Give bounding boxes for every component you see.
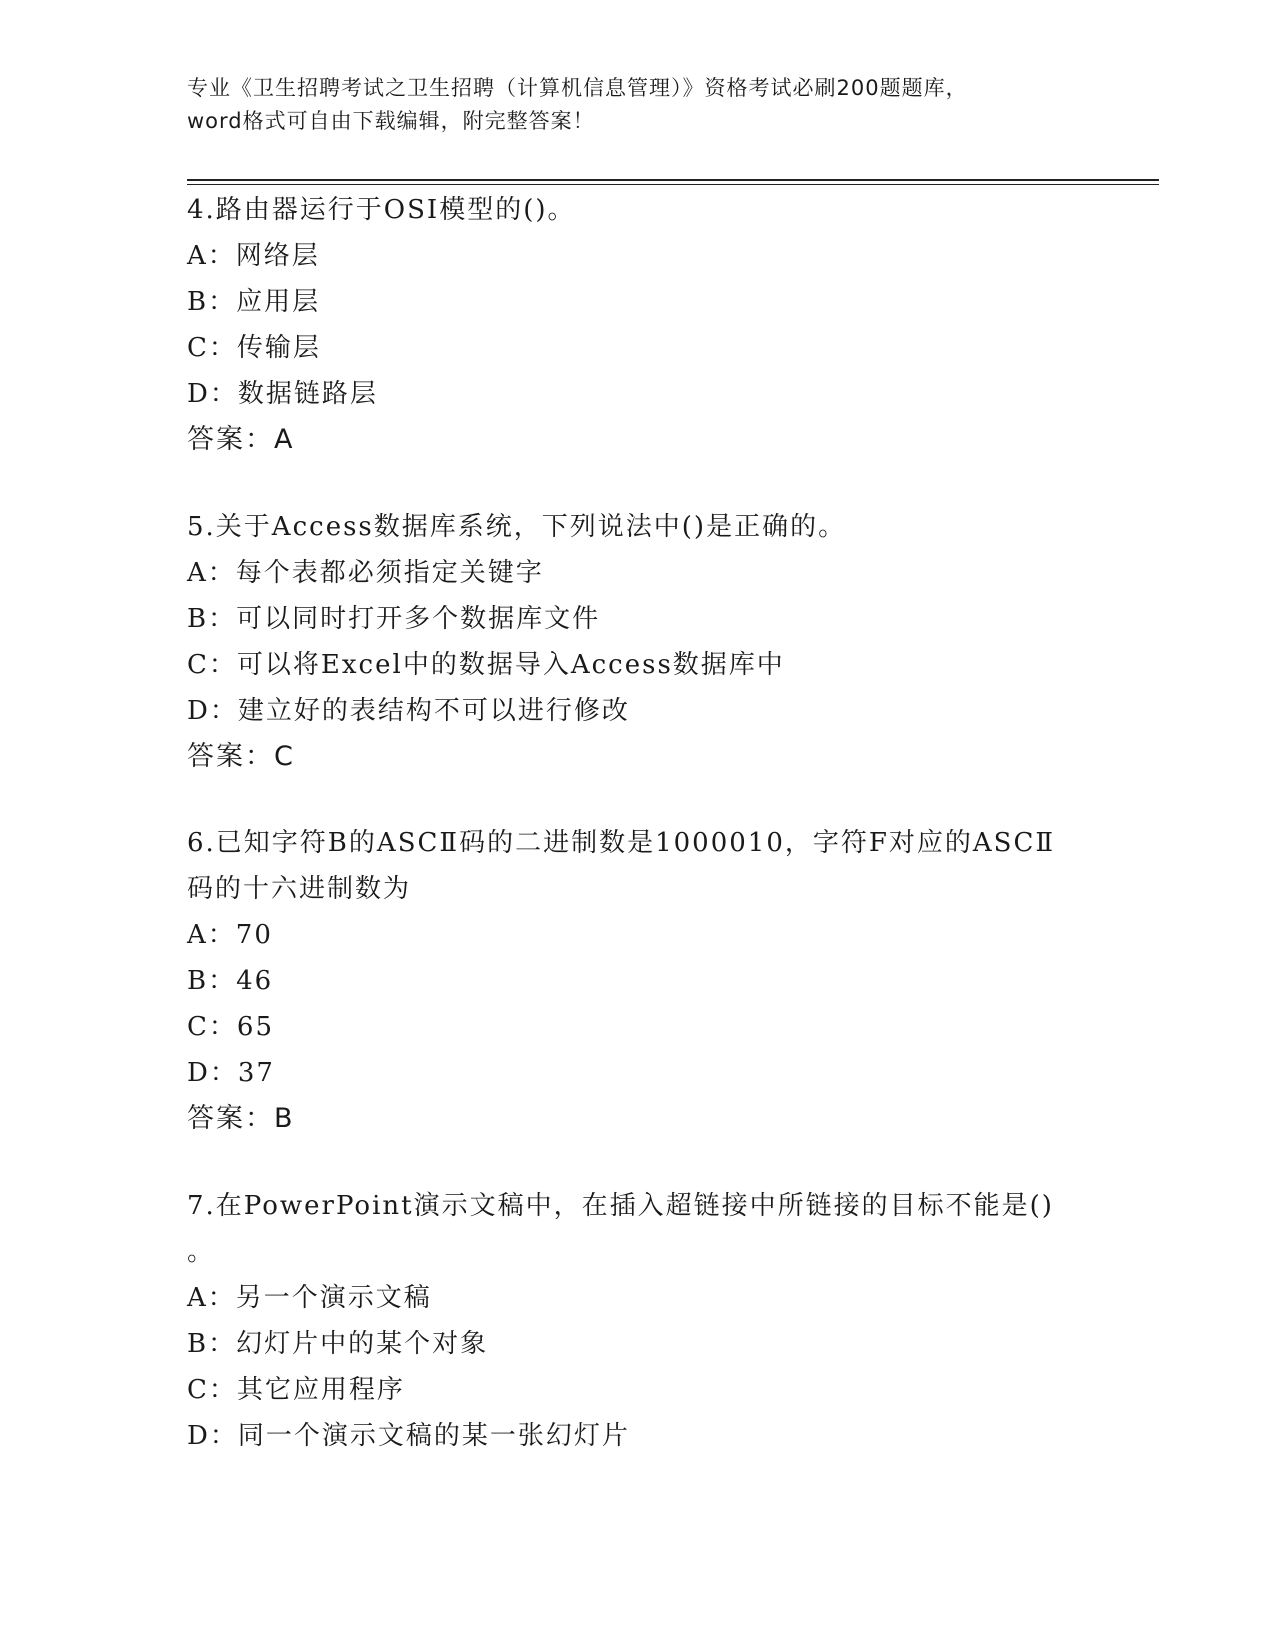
option-text: 传输层 bbox=[236, 333, 321, 363]
question-stem-continued: 码的十六进制数为 bbox=[187, 874, 412, 904]
document-header bbox=[187, 72, 1087, 138]
option-key: D： bbox=[187, 1421, 238, 1451]
option-c bbox=[187, 325, 1087, 371]
option-key: A： bbox=[187, 558, 236, 588]
header-divider-thin bbox=[187, 184, 1159, 185]
question-6 bbox=[187, 820, 1087, 1142]
option-text: 46 bbox=[236, 966, 274, 996]
option-a bbox=[187, 1275, 1087, 1321]
option-c bbox=[187, 642, 1087, 688]
option-text: 37 bbox=[237, 1058, 275, 1088]
option-key: C： bbox=[187, 1012, 237, 1042]
option-text: 建立好的表结构不可以进行修改 bbox=[237, 696, 630, 726]
header-line-2: word格式可自由下载编辑，附完整答案！ bbox=[187, 109, 595, 133]
header-divider bbox=[187, 179, 1159, 181]
option-b bbox=[187, 279, 1087, 325]
option-key: B： bbox=[187, 966, 237, 996]
answer-line: 答案：B bbox=[187, 1103, 295, 1134]
option-key: A： bbox=[187, 920, 236, 950]
option-key: B： bbox=[187, 1329, 237, 1359]
option-key: D： bbox=[187, 379, 238, 409]
question-stem: 5.关于Access数据库系统，下列说法中()是正确的。 bbox=[187, 512, 847, 542]
option-text: 其它应用程序 bbox=[236, 1375, 405, 1405]
header-line-1: 专业《卫生招聘考试之卫生招聘（计算机信息管理）》资格考试必刷200题题库， bbox=[187, 76, 968, 100]
option-text: 65 bbox=[236, 1012, 274, 1042]
option-b bbox=[187, 1321, 1087, 1367]
question-stem: 7.在PowerPoint演示文稿中，在插入超链接中所链接的目标不能是() bbox=[187, 1191, 1054, 1221]
option-a bbox=[187, 550, 1087, 596]
option-a bbox=[187, 233, 1087, 279]
option-key: C： bbox=[187, 650, 237, 680]
question-7 bbox=[187, 1183, 1087, 1459]
option-key: C： bbox=[187, 1375, 237, 1405]
answer-line: 答案：C bbox=[187, 741, 295, 772]
option-d bbox=[187, 1413, 1087, 1459]
option-text: 可以将Excel中的数据导入Access数据库中 bbox=[236, 650, 785, 680]
option-text: 每个表都必须指定关键字 bbox=[235, 558, 544, 588]
option-text: 数据链路层 bbox=[237, 379, 378, 409]
option-key: A： bbox=[187, 1283, 236, 1313]
option-b bbox=[187, 596, 1087, 642]
option-text: 同一个演示文稿的某一张幻灯片 bbox=[237, 1421, 630, 1451]
option-text: 可以同时打开多个数据库文件 bbox=[236, 604, 601, 634]
option-c bbox=[187, 1367, 1087, 1413]
question-5 bbox=[187, 504, 1087, 780]
option-key: D： bbox=[187, 1058, 238, 1088]
question-stem: 6.已知字符B的ASCⅡ码的二进制数是1000010，字符F对应的ASCⅡ bbox=[187, 828, 1056, 858]
option-b bbox=[187, 958, 1087, 1004]
option-d bbox=[187, 371, 1087, 417]
option-text: 网络层 bbox=[235, 241, 320, 271]
option-text: 70 bbox=[235, 920, 273, 950]
answer-line: 答案：A bbox=[187, 424, 295, 455]
option-key: D： bbox=[187, 696, 238, 726]
question-stem-continued: 。 bbox=[187, 1237, 216, 1267]
option-d bbox=[187, 688, 1087, 734]
option-text: 应用层 bbox=[236, 287, 321, 317]
option-a bbox=[187, 912, 1087, 958]
option-text: 另一个演示文稿 bbox=[235, 1283, 432, 1313]
option-key: B： bbox=[187, 287, 237, 317]
question-stem: 4.路由器运行于OSI模型的()。 bbox=[187, 195, 576, 225]
option-text: 幻灯片中的某个对象 bbox=[236, 1329, 489, 1359]
option-key: B： bbox=[187, 604, 237, 634]
option-key: A： bbox=[187, 241, 236, 271]
question-4 bbox=[187, 187, 1087, 463]
option-key: C： bbox=[187, 333, 237, 363]
option-c bbox=[187, 1004, 1087, 1050]
option-d bbox=[187, 1050, 1087, 1096]
